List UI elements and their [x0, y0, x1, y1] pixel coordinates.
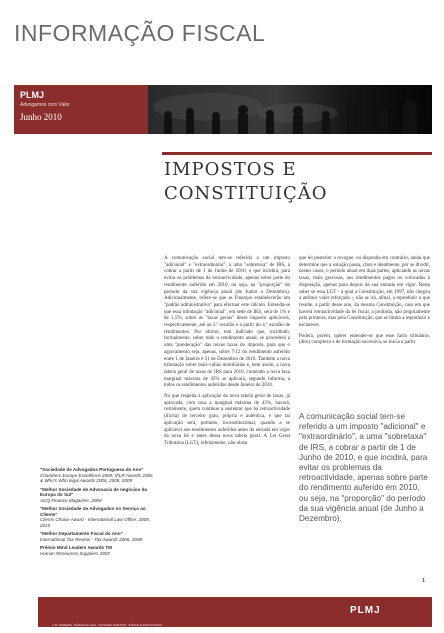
banner-crowd-photo: [148, 85, 432, 134]
award-name: "Sociedade de Advogados Portuguesa do Ano": [40, 467, 144, 472]
paragraph: A comunicação social tem-se referido a um imposto "adicional" e "extraordinário", a uma "sobretaxa" de IRS, a cobrar a partir de 1 de Junho de 2010, e que incidirá, para evitar os problemas da retroactividade, apenas sobre parte do rendimento auferido em 2010, ou seja, na "proporção" do período da sua vigência anual (de Junho a Dezembro). Adicionalmente, refere-se que as Finanças estabelecerão um "padrão administrativo" para efectuar este cálculo. Entenda-se que essa tributação "adicional", em sede de IRS, será de 1% e de 1,5%, sobre as "taxas gerais" desse imposto aplicáveis, respectivamente, até ao 3.º escalão e a partir do 4.º escalão de rendimentos. Por último, tem indicado que, incidindo, formalmente, sobre todo o rendimento anual, se procederá a uma "ponderação" das novas taxas do imposto, para que o agravamento seja, apenas, sobre 7/12 do rendimento auferido entre 1 de Janeiro e 31 de Dezembro de 2010. Também a nova tributação sobre mais-valias mobiliárias e, bem assim, a nova tabela geral de taxas do IRS para 2010, contendo a nova taxa marginal máxima de 45% se aplicará, segundo informa, a todos os rendimentos auferidos desde Janeiro de 2010.: [164, 256, 290, 389]
page-number: 1: [422, 578, 425, 584]
award-item: [40, 545, 154, 556]
award-source: ACQ Finance Magazine, 2009: [40, 497, 102, 503]
brand-tagline: Advogamos com Valor: [20, 102, 70, 108]
award-source: International Tax Review - Tax Awards 2006, 2008: [40, 536, 143, 542]
footer-firm-note: A.M. PEREIRA, SÁRAGGA LEAL, OLIVEIRA MARTINS, JÚDICE E ASSOCIADOS: [52, 623, 163, 627]
footer-bar: [38, 597, 432, 627]
award-source: Chambers Europe Excellence 2009, IFLR Awards 2006 & Who's Who legal Awards 2006, 2008, 2009: [40, 472, 153, 483]
award-name: Prémio Mind Leaders Awards TM: [40, 545, 112, 550]
issue-date: Junho 2010: [20, 112, 62, 122]
award-name: "Melhor Departamento Fiscal do Ano": [40, 531, 123, 536]
footer-logo: PLMJ: [350, 605, 381, 616]
brand-name: PLMJ: [20, 90, 45, 100]
article-column-2: [299, 256, 430, 351]
banner-brand-panel: [14, 85, 148, 134]
title-rule: [162, 152, 432, 155]
paragraph: No que respeita à aplicação da nova tabela geral de taxas, já aprovada, com taxa a marginal máxima de 45%, haverá, certamente, quem continue a sustentar que há retroactividade (ilícita) de terceiro grau, própria e autêntica, e que tal aplicação será, portanto, inconstitucional, quando a se aplicável aos rendimentos auferidos antes da entrada em vigor da nova lei e antes dessa nova tabela geral. A Lei Geral Tributária (LGT), infelizmente, não obsta: [164, 394, 290, 446]
award-item: [40, 531, 154, 542]
award-name: "Melhor Sociedade de Advocacia de negócios da Europa do Sul": [40, 486, 147, 497]
award-source: Human Resources Suppliers 2007: [40, 550, 110, 556]
award-item: [40, 487, 154, 504]
award-item: [40, 506, 154, 528]
awards-list: [40, 467, 154, 559]
paragraph: Poderá, porém, querer entender-se que esse facto tributário, (dito) complexo e de formação sucessiva, se inicia a partir: [299, 333, 430, 346]
pull-quote: A comunicação social tem-se referido a um imposto "adicional" e "extraordinário", a uma "sobretaxa" de IRS, a cobrar a partir de 1 de Junho de 2010, e que incidirá, para evitar os problemas da retroactividade, apenas sobre parte do rendimento auferido em 2010, ou seja, na "proporção" do período da sua vigência anual (de Junho a Dezembro).: [299, 412, 428, 524]
publication-title: INFORMAÇÃO FISCAL: [14, 20, 266, 46]
paragraph: que lei posterior a revogue, ou disponha em contrário, ainda que determine que a solução passa, clara e idealmente, por se dividir, nestes casos, o período anual em duas partes, aplicando as novas taxas, mais gravosas, aos rendimentos pagos ou colocados à disposição, apenas para depois da sua entrada em vigor. Resta saber se essa LGT - à qual a Constituição, em 1997, não chegou a atribuir valor reforçado -, não se irá, afinal, a reproduzir o que resulte, a partir desse ano, da mesma Constituição, caso em que haverá retroactividade da lei fiscal, a proibida, não propriamente pela primeira, mas pela Constituição, que se limita a reproduzir e esclarecer.: [299, 256, 430, 329]
award-item: [40, 467, 154, 484]
award-source: Clients Choice Award - International Law Office, 2008, 2010: [40, 517, 151, 528]
article-title: IMPOSTOS E CONSTITUIÇÃO: [164, 159, 328, 204]
article-column-1: [164, 256, 290, 452]
header-banner: [14, 85, 432, 134]
award-name: "Melhor Sociedade de Advogados no Serviço ao Cliente": [40, 506, 146, 517]
